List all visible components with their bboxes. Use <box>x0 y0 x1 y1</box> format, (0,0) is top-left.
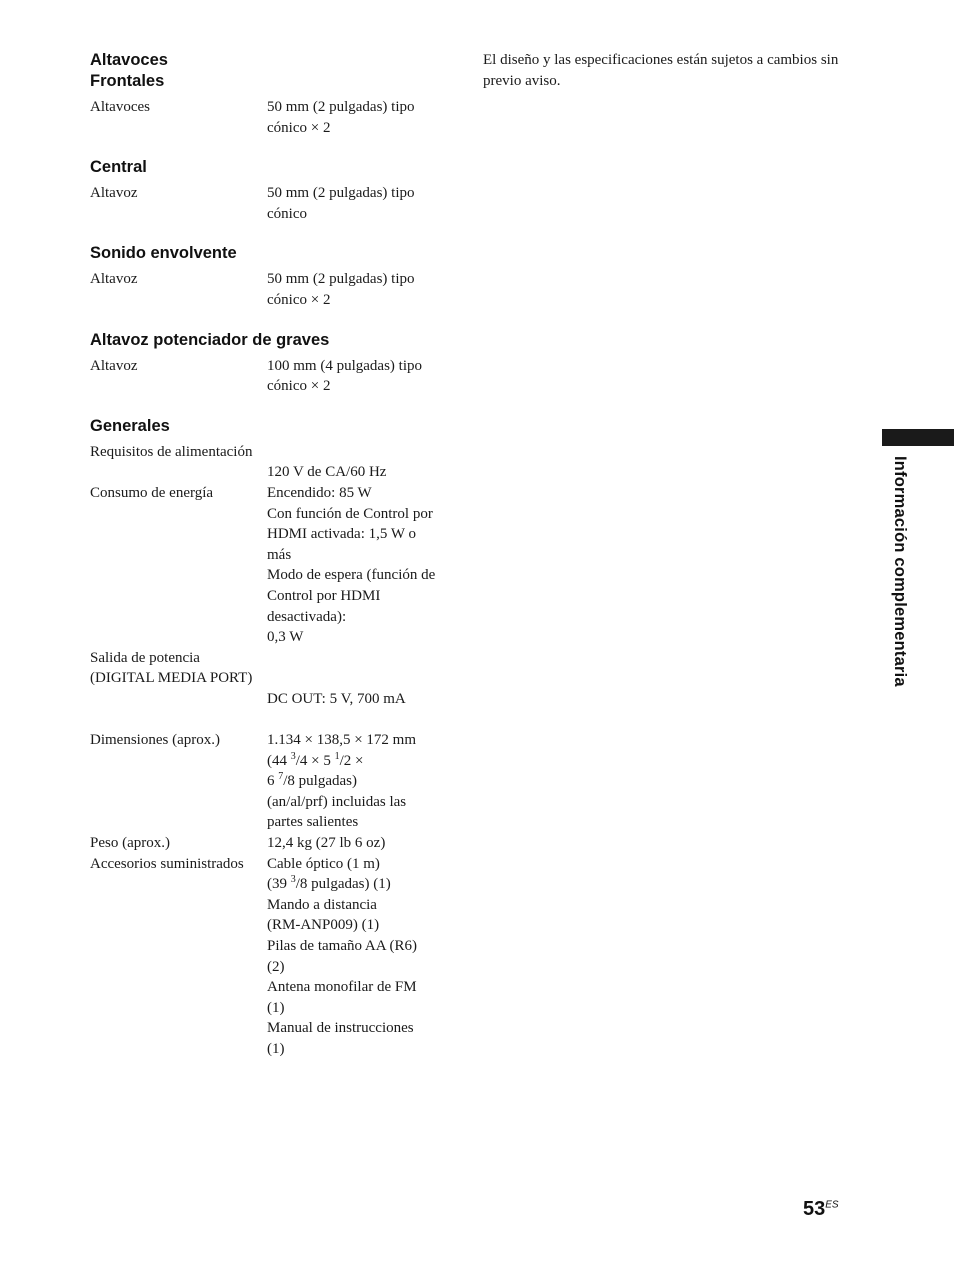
front-speakers-heading: Altavoces Frontales <box>90 51 168 90</box>
subwoofer-section <box>90 330 450 397</box>
spec-label: Altavoces <box>90 99 150 115</box>
accessories-label: Accesorios suministrados <box>90 855 244 872</box>
specifications-notice: El diseño y las especificaciones están sujetos a cambios sin previo aviso. <box>483 52 839 89</box>
power-output-value-row <box>90 689 450 710</box>
section-tab-label: Información complementaria <box>891 456 909 687</box>
weight-label: Peso (aprox.) <box>90 835 170 852</box>
subwoofer-heading: Altavoz potenciador de graves <box>90 330 330 349</box>
spec-label: Altavoz <box>90 185 138 202</box>
spec-value: 50 mm (2 pulgadas) tipo cónico × 2 <box>267 99 415 136</box>
power-consumption-label: Consumo de energía <box>90 484 214 501</box>
general-section <box>90 416 450 1060</box>
page-number: $53^{ES}$ <box>803 1198 839 1220</box>
general-rows <box>90 442 450 1060</box>
surround-speakers-section <box>90 243 450 310</box>
power-output-label: Salida de potencia (DIGITAL MEDIA PORT) <box>90 649 253 687</box>
spec-label: Altavoz <box>90 357 138 374</box>
spec-value: 50 mm (2 pulgadas) tipo cónico <box>267 185 415 222</box>
spec-value: 100 mm (4 pulgadas) tipo cónico × 2 <box>267 357 422 395</box>
surround-speakers-heading: Sonido envolvente <box>90 244 237 263</box>
notice-column <box>483 50 843 92</box>
accessories-row <box>90 854 450 1060</box>
spec-row <box>90 183 450 224</box>
power-requirements-row <box>90 442 450 463</box>
accessories-value: Cable óptico (1 m) (39 $^3$/8 pulgadas) (1) Mando a distancia (RM-ANP009) (1) Pilas de tamaño AA (R6) (2) Antena monofilar de FM (1) Manual de instrucciones (1) <box>267 855 417 1057</box>
power-consumption-row <box>90 483 450 648</box>
dimensions-label: Dimensiones (aprox.) <box>90 732 220 749</box>
spec-value: 50 mm (2 pulgadas) tipo cónico × 2 <box>267 271 415 308</box>
weight-row <box>90 833 450 854</box>
front-speakers-section <box>90 50 450 138</box>
page-language-suffix: ES <box>825 1199 839 1211</box>
power-requirements-label: Requisitos de alimentación <box>90 443 253 460</box>
dimensions-row <box>90 730 450 833</box>
subwoofer-rows <box>90 356 450 397</box>
weight-value: 12,4 kg (27 lb 6 oz) <box>267 835 386 852</box>
dimensions-value: 1.134 × 138,5 × 172 mm (44 $^3$/4 × 5 $^1$/2 × 6 $^7$/8 pulgadas) (an/al/prf) incluidas las partes salientes <box>267 732 417 831</box>
general-heading: Generales <box>90 416 170 435</box>
surround-speakers-rows <box>90 269 450 310</box>
power-consumption-value: Encendido: 85 W Con función de Control por HDMI activada: 1,5 W o más Modo de espera (función de Control por HDMI desactivada): 0,3 W <box>267 484 436 646</box>
center-speaker-section <box>90 157 450 224</box>
power-requirements-value: 120 V de CA/60 Hz <box>267 464 387 481</box>
specifications-column <box>90 50 450 1079</box>
front-speakers-rows <box>90 97 450 138</box>
spec-row <box>90 97 450 138</box>
power-requirements-value-row <box>90 462 450 483</box>
spec-row <box>90 269 450 310</box>
power-output-row <box>90 648 450 689</box>
center-speaker-heading: Central <box>90 158 147 177</box>
power-output-value: DC OUT: 5 V, 700 mA <box>267 690 406 707</box>
center-speaker-rows <box>90 183 450 224</box>
spec-row <box>90 356 450 397</box>
section-tab-marker <box>882 429 954 446</box>
spec-label: Altavoz <box>90 271 138 288</box>
